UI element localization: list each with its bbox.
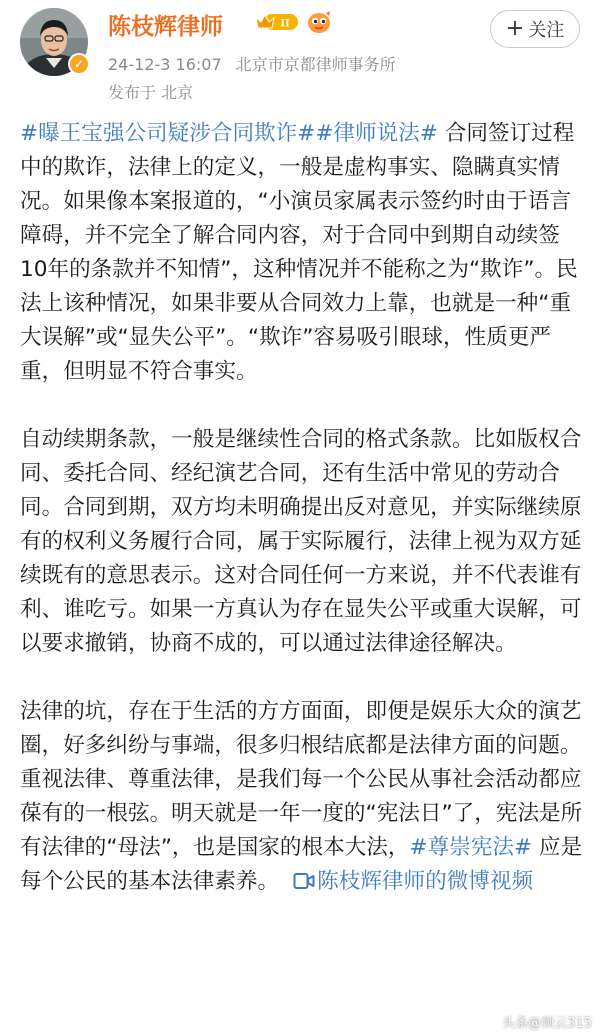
paragraph-text: 合同签订过程中的欺诈，法律上的定义，一般是虚构事实、隐瞒真实情况。如果像本案报道的，“小演员家属表示签约时由于语言障碍，并不完全了解合同内容，对于合同中到期自动续签10年的条款并不知情”，这种情况并不能称之为“欺诈”。民法上该种情况，如果非要从合同效力上靠，也就是一种“重大误解”或“显失公平”。“欺诈”容易吸引眼球，性质更严重，但明显不符合事实。 <box>20 121 578 384</box>
post-date: 24-12-3 16:07 <box>108 55 222 74</box>
fan-badge-icon[interactable] <box>306 10 332 34</box>
post-source[interactable]: 北京市京都律师事务所 <box>235 55 396 74</box>
watermark: 头条@频云315 <box>502 1016 592 1031</box>
paragraph-2: 自动续期条款，一般是继续性合同的格式条款。比如版权合同、委托合同、经纪演艺合同，还有生活中常见的劳动合同。合同到期，双方均未明确提出反对意见，并实际继续原有的权利义务履行合同，属于实际履行，法律上视为双方延续既有的意思表示。这对合同任何一方来说，并不代表谁有利、谁吃亏。如果一方真认为存在显失公平或重大误解，可以要求撤销，协商不成的，可以通过法律途径解决。 <box>20 427 582 656</box>
post-meta <box>108 52 396 75</box>
paragraph-text: 应是每个公民的基本法律素养。 <box>20 835 583 894</box>
video-link[interactable] <box>279 869 533 894</box>
video-link-label: 陈枝辉律师的微博视频 <box>317 869 534 894</box>
plus-icon: + <box>505 16 525 41</box>
hashtag-link[interactable]: #律师说法# <box>315 121 438 146</box>
paragraph-3 <box>20 695 585 902</box>
follow-button[interactable] <box>490 10 580 48</box>
post-content <box>20 117 585 902</box>
vip-level-label: II <box>280 15 290 30</box>
follow-label: 关注 <box>528 20 565 41</box>
post-header <box>0 0 600 110</box>
vip-crown-icon[interactable] <box>254 11 300 33</box>
hashtag-link[interactable]: #曝王宝强公司疑涉合同欺诈# <box>20 121 316 146</box>
hashtag-link[interactable]: #尊崇宪法# <box>409 835 533 860</box>
paragraph-1 <box>20 117 585 389</box>
author-name[interactable]: 陈枝辉律师 <box>108 14 223 40</box>
verified-badge-icon: ✓ <box>68 53 90 75</box>
video-icon <box>293 868 315 902</box>
post-location: 发布于 北京 <box>108 83 194 102</box>
paragraph-text: 法律的坑，存在于生活的方方面面，即便是娱乐大众的演艺圈，好多纠纷与事端，很多归根结底都是法律方面的问题。重视法律、尊重法律，是我们每一个公民从事社会活动都应葆有的一根弦。明天就是一年一度的“宪法日”了，宪法是所有法律的“母法”，也是国家的根本大法， <box>20 699 583 860</box>
